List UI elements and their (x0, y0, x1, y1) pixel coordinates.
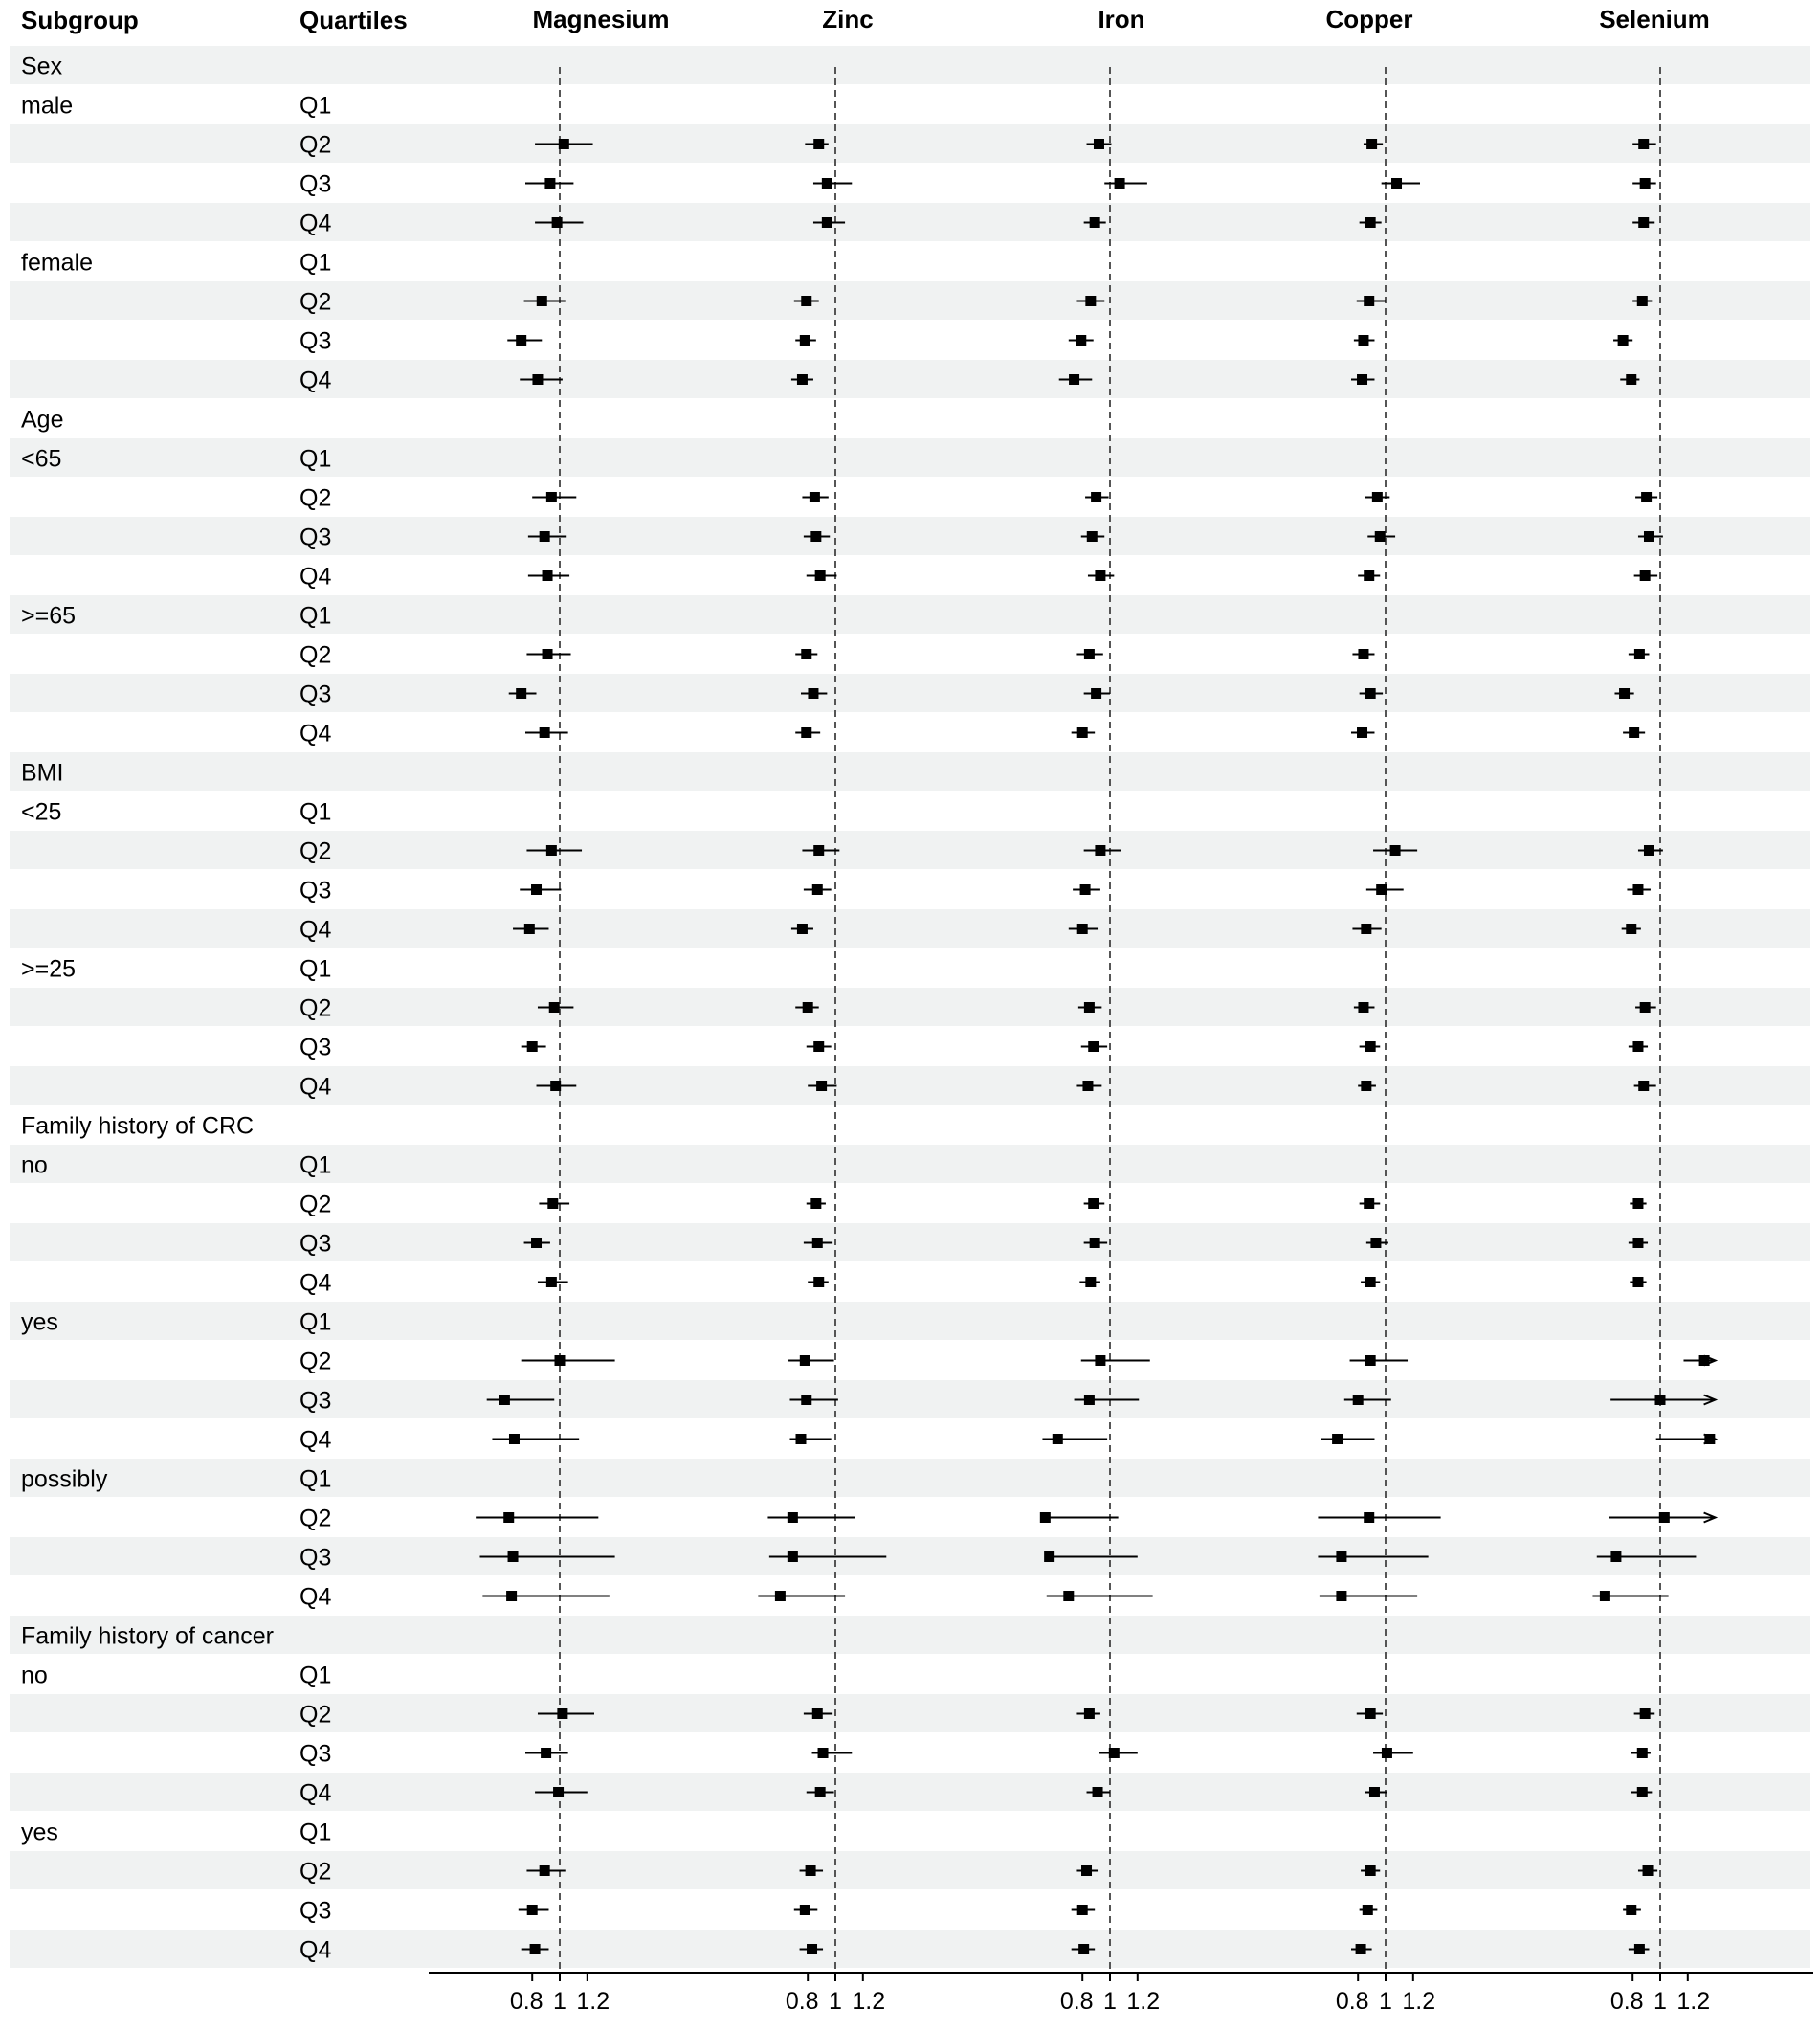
point-estimate (1640, 1708, 1651, 1719)
subgroup-label: female (21, 249, 94, 277)
subgroup-label: BMI (21, 759, 64, 787)
subgroup-label: yes (21, 1819, 58, 1846)
point-estimate (547, 1198, 558, 1209)
point-estimate (537, 296, 547, 306)
x-axis (429, 1973, 1813, 2015)
point-estimate (1637, 296, 1648, 306)
x-tick-label: 1.2 (852, 1988, 886, 2015)
point-estimate (559, 139, 569, 149)
x-tick-label: 1.2 (576, 1988, 610, 2015)
point-estimate (801, 1395, 811, 1405)
point-estimate (1095, 1355, 1105, 1366)
point-estimate (800, 1355, 810, 1366)
quartile-label: Q1 (300, 92, 332, 120)
subgroup-label: Age (21, 406, 64, 434)
point-estimate (1365, 1865, 1376, 1876)
estimate-marks (476, 139, 1715, 1954)
point-estimate (801, 649, 811, 659)
point-estimate (1655, 1395, 1666, 1405)
row-band (10, 1380, 1810, 1418)
point-estimate (546, 845, 557, 856)
x-tick-label: 1.2 (1402, 1988, 1436, 2015)
point-estimate (527, 1041, 538, 1052)
row-band (10, 1145, 1810, 1183)
point-estimate (1090, 217, 1100, 228)
x-tick-label: 0.8 (1609, 1988, 1644, 2015)
row-band (10, 46, 1810, 84)
row-band (10, 203, 1810, 241)
point-estimate (797, 924, 808, 934)
point-estimate (1040, 1512, 1051, 1523)
column-headers (21, 5, 1710, 34)
point-estimate (546, 492, 557, 502)
point-estimate (557, 1708, 567, 1719)
header-quartiles: Quartiles (300, 6, 408, 34)
point-estimate (1632, 1198, 1643, 1209)
row-band (10, 595, 1810, 634)
quartile-label: Q3 (300, 170, 332, 198)
point-estimate (1084, 1002, 1095, 1013)
quartile-label: Q4 (300, 563, 332, 591)
subgroup-label: possibly (21, 1465, 108, 1493)
point-estimate (550, 1081, 561, 1091)
point-estimate (1361, 1081, 1371, 1091)
point-estimate (1704, 1434, 1715, 1444)
quartile-label: Q2 (300, 131, 332, 159)
row-band (10, 988, 1810, 1026)
row-band (10, 360, 1810, 398)
row-band (10, 438, 1810, 477)
point-estimate (1090, 1238, 1100, 1248)
point-estimate (822, 178, 832, 189)
point-estimate (531, 1238, 542, 1248)
point-estimate (543, 570, 553, 581)
point-estimate (1365, 688, 1376, 699)
row-band (10, 831, 1810, 869)
header-panel-iron: Iron (1098, 5, 1145, 33)
x-tick-label: 0.8 (1335, 1988, 1369, 2015)
point-estimate (1094, 139, 1104, 149)
x-tick-label: 1 (1103, 1988, 1117, 2015)
point-estimate (1085, 296, 1096, 306)
point-estimate (1081, 1865, 1092, 1876)
point-estimate (1365, 1041, 1376, 1052)
point-estimate (540, 1865, 550, 1876)
point-estimate (1358, 1002, 1368, 1013)
subgroup-label: <65 (21, 445, 62, 473)
point-estimate (1082, 1081, 1093, 1091)
point-estimate (1364, 296, 1374, 306)
row-band (10, 752, 1810, 791)
point-estimate (1629, 727, 1639, 738)
quartile-label: Q4 (300, 1936, 332, 1964)
point-estimate (822, 217, 832, 228)
quartile-label: Q3 (300, 1544, 332, 1572)
point-estimate (1376, 884, 1387, 895)
point-estimate (1078, 1944, 1089, 1954)
quartile-label: Q2 (300, 1701, 332, 1729)
subgroup-label: no (21, 1662, 48, 1689)
quartile-label: Q2 (300, 288, 332, 316)
x-tick-label: 1 (1654, 1988, 1667, 2015)
point-estimate (1084, 1708, 1095, 1719)
quartile-label: Q3 (300, 877, 332, 904)
row-band (10, 1459, 1810, 1497)
x-tick-label: 0.8 (1059, 1988, 1094, 2015)
point-estimate (813, 1277, 824, 1287)
point-estimate (532, 374, 543, 385)
x-tick-label: 1 (829, 1988, 842, 2015)
point-estimate (788, 1512, 798, 1523)
point-estimate (810, 1198, 821, 1209)
quartile-label: Q2 (300, 1348, 332, 1375)
point-estimate (1077, 924, 1088, 934)
point-estimate (1365, 1355, 1376, 1366)
point-estimate (1363, 1905, 1373, 1915)
quartile-label: Q2 (300, 484, 332, 512)
point-estimate (1353, 1395, 1364, 1405)
quartile-label: Q1 (300, 445, 332, 473)
point-estimate (552, 217, 563, 228)
quartile-label: Q3 (300, 524, 332, 551)
header-subgroup: Subgroup (21, 6, 139, 34)
point-estimate (540, 531, 550, 542)
point-estimate (1088, 1041, 1099, 1052)
subgroup-label: >=25 (21, 955, 77, 983)
point-estimate (1115, 178, 1125, 189)
point-estimate (1372, 492, 1383, 502)
point-estimate (1080, 884, 1091, 895)
quartile-label: Q3 (300, 1387, 332, 1415)
point-estimate (530, 1944, 541, 1954)
quartile-label: Q1 (300, 1151, 332, 1179)
header-panel-selenium: Selenium (1599, 5, 1710, 33)
point-estimate (1640, 1002, 1651, 1013)
point-estimate (1369, 1787, 1380, 1797)
quartile-label: Q3 (300, 1897, 332, 1925)
subgroup-label: Sex (21, 53, 63, 80)
point-estimate (1077, 1905, 1088, 1915)
point-estimate (544, 178, 555, 189)
row-band (10, 124, 1810, 163)
row-band (10, 1302, 1810, 1340)
point-estimate (1358, 649, 1368, 659)
point-estimate (527, 1905, 538, 1915)
point-estimate (1643, 1865, 1654, 1876)
point-estimate (1365, 217, 1376, 228)
quartile-label: Q1 (300, 955, 332, 983)
point-estimate (1637, 1748, 1648, 1758)
point-estimate (801, 727, 811, 738)
row-band (10, 1773, 1810, 1811)
point-estimate (1364, 1512, 1374, 1523)
x-tick-label: 1.2 (1676, 1988, 1711, 2015)
point-estimate (801, 296, 811, 306)
point-estimate (1109, 1748, 1120, 1758)
point-estimate (1095, 845, 1105, 856)
quartile-label: Q1 (300, 602, 332, 630)
point-estimate (1091, 492, 1101, 502)
point-estimate (808, 688, 818, 699)
point-estimate (1634, 649, 1645, 659)
row-band (10, 1694, 1810, 1732)
point-estimate (516, 335, 526, 346)
point-estimate (1088, 1198, 1099, 1209)
header-panel-zinc: Zinc (822, 5, 874, 33)
point-estimate (816, 1081, 827, 1091)
row-band (10, 1616, 1810, 1654)
subgroup-label: yes (21, 1308, 58, 1336)
header-panel-copper: Copper (1325, 5, 1413, 33)
point-estimate (1336, 1591, 1346, 1601)
point-estimate (1365, 1277, 1376, 1287)
row-band (10, 281, 1810, 320)
point-estimate (1638, 1081, 1649, 1091)
point-estimate (1095, 570, 1105, 581)
quartile-label: Q1 (300, 1819, 332, 1846)
point-estimate (1063, 1591, 1074, 1601)
quartile-label: Q1 (300, 1308, 332, 1336)
point-estimate (516, 688, 526, 699)
row-band (10, 909, 1810, 948)
x-tick-label: 0.8 (785, 1988, 819, 2015)
x-tick-label: 1 (1379, 1988, 1392, 2015)
point-estimate (1366, 139, 1377, 149)
quartile-label: Q4 (300, 720, 332, 748)
point-estimate (1390, 845, 1401, 856)
quartile-label: Q4 (300, 1583, 332, 1611)
subgroup-label: Family history of cancer (21, 1622, 274, 1650)
point-estimate (812, 1238, 823, 1248)
point-estimate (1365, 1708, 1376, 1719)
row-band (10, 674, 1810, 712)
quartile-label: Q2 (300, 641, 332, 669)
point-estimate (812, 884, 823, 895)
point-estimate (1638, 139, 1649, 149)
point-estimate (509, 1434, 520, 1444)
point-estimate (815, 570, 826, 581)
point-estimate (1084, 649, 1095, 659)
point-estimate (1364, 570, 1374, 581)
point-estimate (1361, 924, 1371, 934)
point-estimate (555, 1355, 566, 1366)
quartile-label: Q2 (300, 994, 332, 1022)
point-estimate (1626, 374, 1636, 385)
quartile-label: Q3 (300, 1230, 332, 1258)
point-estimate (503, 1512, 514, 1523)
point-estimate (1069, 374, 1079, 385)
point-estimate (807, 1944, 817, 1954)
point-estimate (1053, 1434, 1063, 1444)
row-band (10, 1851, 1810, 1889)
point-estimate (803, 1002, 813, 1013)
point-estimate (810, 531, 821, 542)
point-estimate (549, 1002, 560, 1013)
point-estimate (1699, 1355, 1710, 1366)
point-estimate (546, 1277, 557, 1287)
point-estimate (1632, 1041, 1643, 1052)
point-estimate (815, 1787, 826, 1797)
point-estimate (1610, 1551, 1621, 1562)
row-band (10, 1930, 1810, 1968)
point-estimate (1357, 374, 1367, 385)
point-estimate (1618, 335, 1629, 346)
subgroup-label: no (21, 1151, 48, 1179)
x-tick-label: 1.2 (1126, 1988, 1161, 2015)
quartile-label: Q3 (300, 327, 332, 355)
point-estimate (810, 492, 820, 502)
row-band (10, 1223, 1810, 1261)
point-estimate (1632, 1238, 1643, 1248)
point-estimate (1619, 688, 1630, 699)
point-estimate (524, 924, 535, 934)
x-tick-label: 1 (553, 1988, 566, 2015)
point-estimate (1640, 570, 1651, 581)
point-estimate (1626, 1905, 1636, 1915)
point-estimate (812, 1708, 823, 1719)
point-estimate (1659, 1512, 1670, 1523)
point-estimate (1632, 1277, 1643, 1287)
point-estimate (800, 1905, 810, 1915)
point-estimate (775, 1591, 786, 1601)
point-estimate (541, 1748, 551, 1758)
point-estimate (1336, 1551, 1346, 1562)
quartile-label: Q4 (300, 1269, 332, 1297)
point-estimate (1644, 531, 1654, 542)
subgroup-label: <25 (21, 798, 62, 826)
point-estimate (1626, 924, 1636, 934)
point-estimate (1600, 1591, 1610, 1601)
point-estimate (1044, 1551, 1054, 1562)
point-estimate (1637, 1787, 1648, 1797)
x-tick-label: 0.8 (509, 1988, 544, 2015)
quartile-label: Q2 (300, 1191, 332, 1218)
point-estimate (1091, 688, 1101, 699)
quartile-label: Q4 (300, 916, 332, 944)
subgroup-label: Family history of CRC (21, 1112, 255, 1140)
point-estimate (818, 1748, 829, 1758)
point-estimate (1358, 335, 1368, 346)
point-estimate (506, 1591, 517, 1601)
point-estimate (1382, 1748, 1392, 1758)
point-estimate (1644, 845, 1654, 856)
point-estimate (788, 1551, 798, 1562)
quartile-label: Q4 (300, 1779, 332, 1807)
point-estimate (1375, 531, 1386, 542)
point-estimate (1076, 335, 1086, 346)
point-estimate (1084, 1395, 1095, 1405)
row-band (10, 1537, 1810, 1575)
point-estimate (813, 845, 824, 856)
point-estimate (553, 1787, 564, 1797)
point-estimate (1638, 217, 1649, 228)
point-estimate (540, 727, 550, 738)
point-estimate (800, 335, 810, 346)
quartile-label: Q1 (300, 1465, 332, 1493)
point-estimate (796, 1434, 807, 1444)
quartile-label: Q2 (300, 1505, 332, 1532)
header-panel-magnesium: Magnesium (532, 5, 670, 33)
quartile-label: Q3 (300, 1740, 332, 1768)
point-estimate (499, 1395, 510, 1405)
point-estimate (1364, 1198, 1374, 1209)
point-estimate (1370, 1238, 1381, 1248)
quartile-label: Q4 (300, 367, 332, 394)
quartile-label: Q1 (300, 798, 332, 826)
point-estimate (813, 1041, 824, 1052)
quartile-label: Q2 (300, 1858, 332, 1886)
quartile-label: Q1 (300, 249, 332, 277)
quartile-label: Q4 (300, 1073, 332, 1101)
point-estimate (531, 884, 542, 895)
point-estimate (1356, 1944, 1366, 1954)
quartile-label: Q4 (300, 1426, 332, 1454)
point-estimate (797, 374, 808, 385)
point-estimate (508, 1551, 519, 1562)
point-estimate (1093, 1787, 1103, 1797)
point-estimate (1077, 727, 1088, 738)
quartile-label: Q2 (300, 837, 332, 865)
point-estimate (1391, 178, 1402, 189)
point-estimate (1634, 1944, 1645, 1954)
subgroup-label: male (21, 92, 74, 120)
point-estimate (1632, 884, 1643, 895)
subgroup-label: >=65 (21, 602, 77, 630)
quartile-label: Q3 (300, 1034, 332, 1061)
point-estimate (1357, 727, 1367, 738)
point-estimate (806, 1865, 816, 1876)
point-estimate (543, 649, 553, 659)
point-estimate (1641, 492, 1652, 502)
point-estimate (1640, 178, 1651, 189)
row-band (10, 1066, 1810, 1105)
point-estimate (813, 139, 824, 149)
point-estimate (1332, 1434, 1343, 1444)
point-estimate (1085, 1277, 1096, 1287)
row-band (10, 517, 1810, 555)
row-bands (10, 46, 1810, 1968)
quartile-label: Q3 (300, 681, 332, 708)
point-estimate (1087, 531, 1098, 542)
quartile-label: Q4 (300, 210, 332, 237)
quartile-label: Q1 (300, 1662, 332, 1689)
